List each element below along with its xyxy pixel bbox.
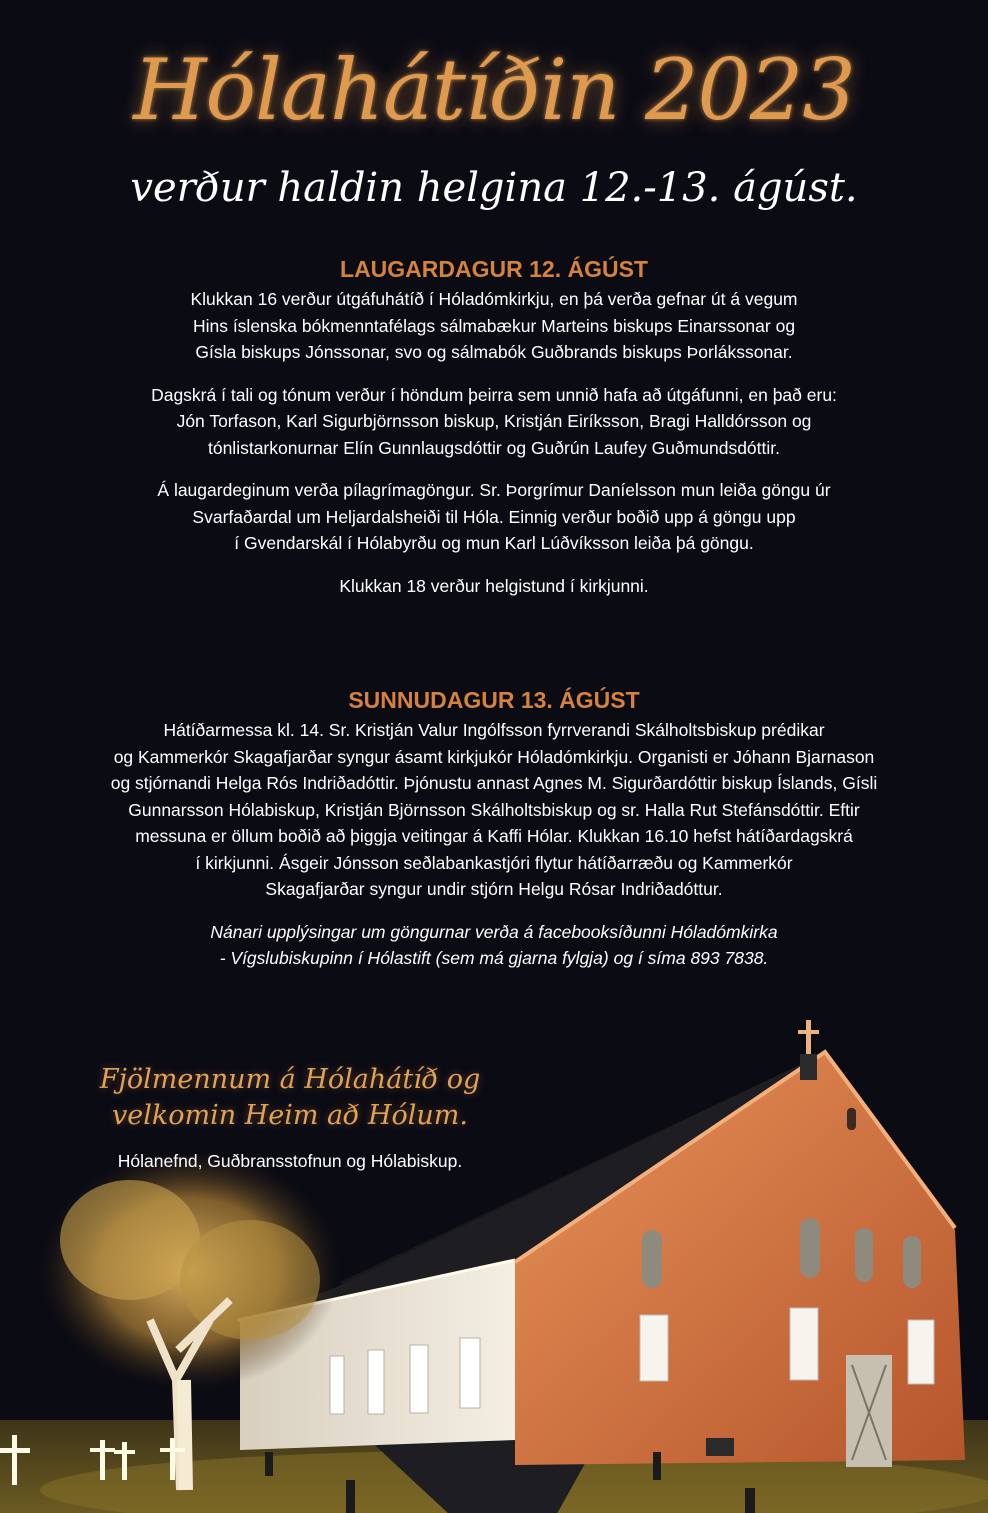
page-title: Hólahátíðin 2023 xyxy=(133,41,855,139)
saturday-paragraph-4: Klukkan 18 verður helgistund í kirkjunni. xyxy=(339,575,649,596)
closing-block xyxy=(90,1062,490,1174)
sunday-section xyxy=(40,685,948,988)
saturday-paragraph-2: Dagskrá í tali og tónum verður í höndum þeirra sem unnið hafa að útgáfunni, en það eru: Jón Torfason, Karl Sigurbjörnsson biskup, Kristján Eiríksson, Bragi Halldórsson og tónlistarkonurnar Elín Gunnlaugsdóttir og Guðrún Laufey Guðmundsdóttir. xyxy=(151,384,837,458)
saturday-paragraph-3: Á laugardeginum verða pílagrímagöngur. Sr. Þorgrímur Daníelsson mun leiða göngu úr Svarfaðardal um Heljardalsheiði til Hóla. Einnig verður boðið upp á göngu upp í Gvendarskál í Hólabyrðu og mun Karl Lúðvíksson leiða þá göngu. xyxy=(157,480,831,553)
church-cross-icon xyxy=(798,1020,819,1080)
page-subtitle: verður haldin helgina 12.-13. ágúst. xyxy=(130,165,858,211)
sunday-paragraph-1: Hátíðarmessa kl. 14. Sr. Kristján Valur Ingólfsson fyrrverandi Skálholtsbiskup prédikar og Kammerkór Skagafjarðar syngur ásamt kirkjukór Hóladómkirkju. Organisti er Jóhann Bjarnason og stjórnandi Helga Rós Indriðadóttir. Þjónustu annast Agnes M. Sigurðardóttir biskup Íslands, Gísli Gunnarsson Hólabiskup, Kristján Björnsson Skálholtsbiskup og sr. Halla Rut Stefánsdóttir. Eftir messuna er öllum boðið að þiggja veitingar á Kaffi Hólar. Klukkan 16.10 hefst hátíðardagskrá í kirkjunni. Ásgeir Jónsson seðlabankastjóri flytur hátíðarræðu og Kammerkór Skagafjarðar syngur undir stjórn Helgu Rósar Indriðadóttur. xyxy=(110,720,878,899)
sunday-heading: SUNNUDAGUR 13. ÁGÚST xyxy=(348,687,640,713)
saturday-section xyxy=(40,254,948,615)
closing-signature: Hólanefnd, Guðbransstofnun og Hólabiskup. xyxy=(117,1151,463,1171)
saturday-paragraph-1: Klukkan 16 verður útgáfuhátíð í Hóladómkirkju, en þá verða gefnar út á vegum Hins íslenska bókmenntafélags sálmabækur Marteins biskups Einarssonar og Gísla biskups Jónssonar, svo og sálmabók Guðbrands biskups Þorlákssonar. xyxy=(190,289,798,362)
sunday-info: Nánari upplýsingar um göngurnar verða á facebooksíðunni Hóladómkirka - Vígslubiskupinn í Hólastift (sem má gjarna fylgja) og í síma 893 7838. xyxy=(210,921,778,968)
saturday-heading: LAUGARDAGUR 12. ÁGÚST xyxy=(340,256,648,282)
closing-greeting: Fjölmennum á Hólahátíð og velkomin Heim að Hólum. xyxy=(99,1064,481,1131)
